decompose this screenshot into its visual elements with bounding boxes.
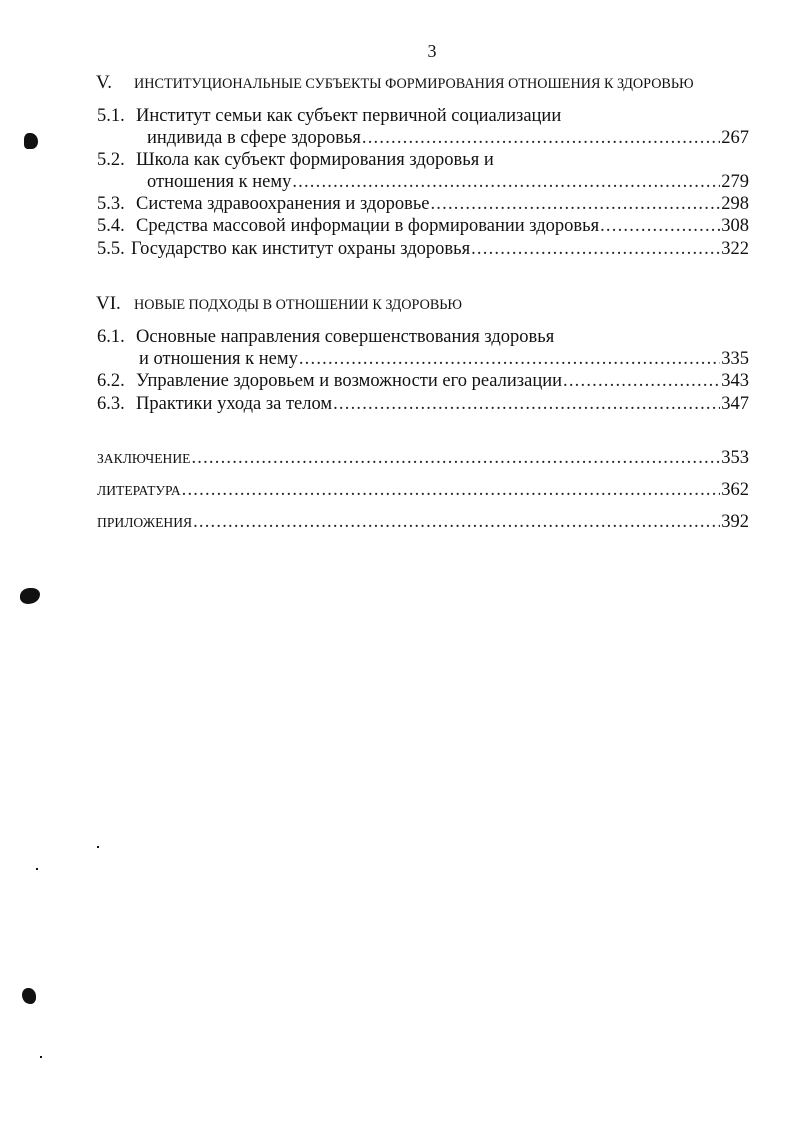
dot-leader [182, 480, 721, 501]
entry-page: 322 [721, 239, 749, 259]
entry-page: 362 [721, 480, 749, 500]
scan-speck [97, 846, 99, 848]
entry-title: Средства массовой информации в формировании здоровья [136, 216, 600, 236]
dot-leader [333, 393, 720, 415]
entry-number: 5.3. [97, 194, 125, 214]
entry-title: Практики ухода за телом [136, 394, 333, 414]
entry-page: 343 [721, 371, 749, 391]
entry-title: Управление здоровьем и возможности его реализации [136, 371, 563, 391]
toc-entry-5-4[interactable] [97, 215, 749, 237]
entry-page: 308 [721, 216, 749, 236]
entry-title: Система здравоохранения и здоровье [136, 194, 430, 214]
toc-entry-5-1[interactable] [97, 105, 749, 149]
entry-title: Основные направления совершенствования здоровья [136, 327, 555, 347]
dot-leader [563, 370, 720, 392]
scan-speck [20, 588, 40, 604]
entry-number: 6.1. [97, 327, 125, 347]
scan-speck [40, 1056, 42, 1058]
entry-title: Школа как субъект формирования здоровья и [136, 150, 494, 170]
entry-page: 335 [721, 349, 749, 369]
section-title: НОВЫЕ ПОДХОДЫ В ОТНОШЕНИИ К ЗДОРОВЬЮ [134, 297, 463, 313]
entry-page: 298 [721, 194, 749, 214]
page-number: 3 [427, 41, 437, 61]
entry-number: 5.1. [97, 106, 125, 126]
dot-leader [600, 215, 720, 237]
toc-entry-5-3[interactable] [97, 193, 749, 215]
entry-title: ЛИТЕРАТУРА [97, 483, 181, 498]
entry-number: 6.2. [97, 371, 125, 391]
entry-title: Государство как институт охраны здоровья [131, 239, 471, 259]
toc-entry-5-2[interactable] [97, 149, 749, 193]
toc-entry-appendices[interactable] [97, 512, 749, 533]
entry-page: 353 [721, 448, 749, 468]
dot-leader [292, 171, 720, 193]
entry-title: ЗАКЛЮЧЕНИЕ [97, 451, 191, 466]
entry-title: ПРИЛОЖЕНИЯ [97, 515, 193, 530]
dot-leader [430, 193, 720, 215]
toc-entry-5-5[interactable] [97, 238, 749, 260]
toc-entry-6-1[interactable] [97, 326, 749, 370]
entry-title-continued: индивида в сфере здоровья [147, 128, 361, 148]
entry-number: 5.5. [97, 239, 125, 259]
dot-leader [362, 127, 720, 149]
toc-entry-conclusion[interactable] [97, 448, 749, 469]
dot-leader [193, 512, 720, 533]
toc-entry-6-2[interactable] [97, 370, 749, 392]
entry-page: 279 [721, 172, 749, 192]
section-roman-numeral: V. [96, 72, 113, 93]
section-roman-numeral: VI. [96, 293, 121, 314]
scan-speck [24, 133, 38, 149]
dot-leader [299, 348, 720, 370]
entry-page: 347 [721, 394, 749, 414]
dot-leader [191, 448, 720, 469]
dot-leader [471, 238, 720, 260]
entry-number: 5.4. [97, 216, 125, 236]
section-title: ИНСТИТУЦИОНАЛЬНЫЕ СУБЪЕКТЫ ФОРМИРОВАНИЯ ОТНОШЕНИЯ К ЗДОРОВЬЮ [134, 76, 694, 92]
scan-speck [22, 988, 36, 1004]
entry-number: 6.3. [97, 394, 125, 414]
scan-speck [36, 868, 38, 870]
entry-number: 5.2. [97, 150, 125, 170]
toc-entry-6-3[interactable] [97, 393, 749, 415]
entry-title: Институт семьи как субъект первичной социализации [136, 106, 562, 126]
entry-page: 392 [721, 512, 749, 532]
entry-title-continued: отношения к нему [147, 172, 292, 192]
toc-entry-literature[interactable] [97, 480, 749, 501]
entry-title-continued: и отношения к нему [139, 349, 298, 369]
section-heading-v [96, 72, 750, 94]
section-heading-vi [96, 293, 750, 315]
entry-page: 267 [721, 128, 749, 148]
